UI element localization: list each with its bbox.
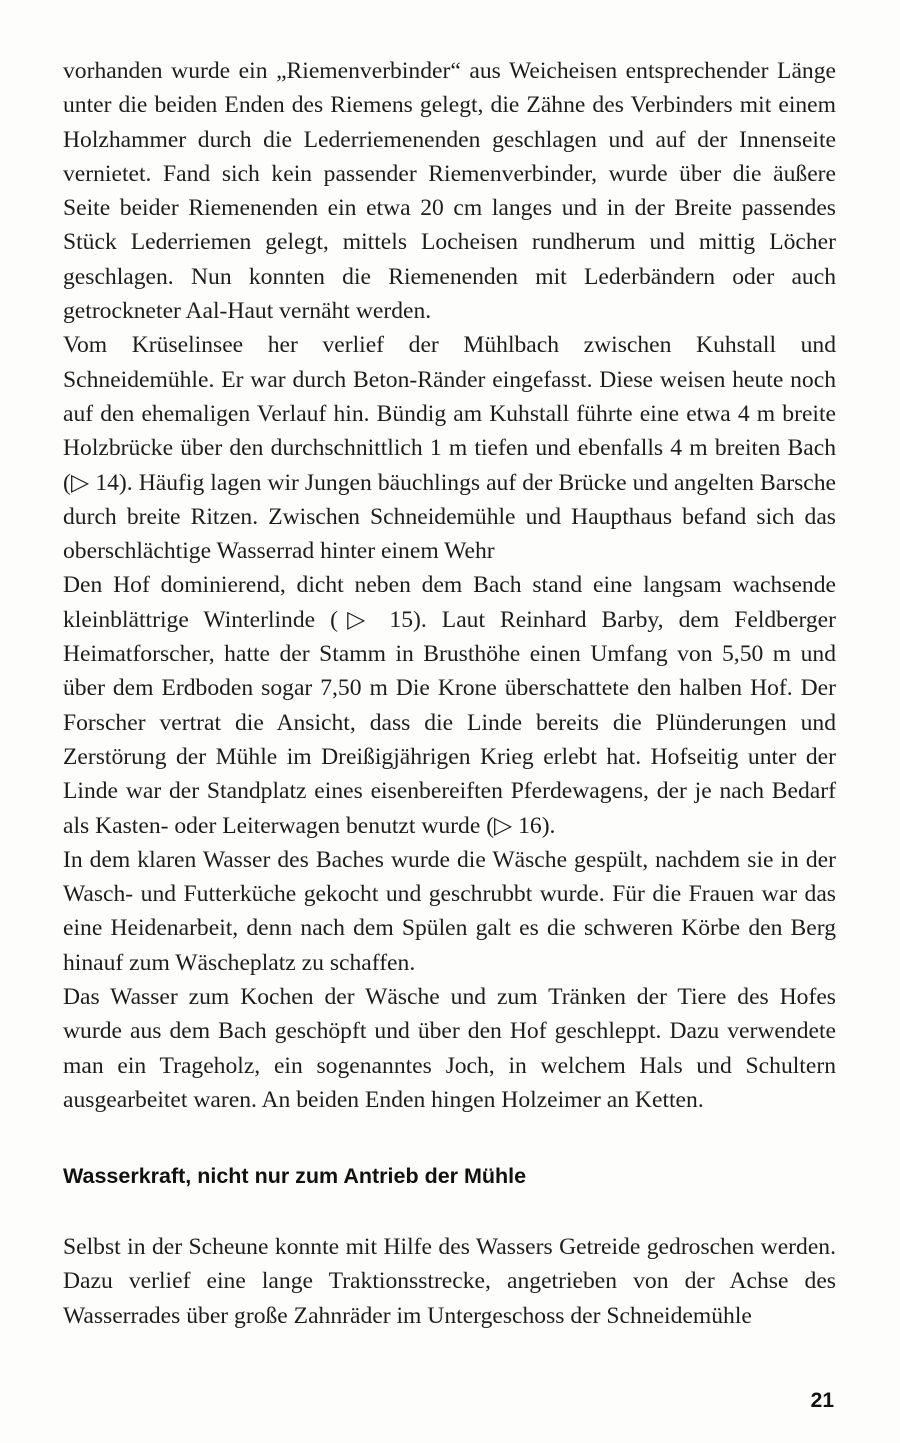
section-heading: Wasserkraft, nicht nur zum Antrieb der Mühle [63, 1164, 527, 1188]
paragraph-muehlbach: Vom Krüselinsee her verlief der Mühlbach zwischen Kuhstall und Schneidemühle. Er war durch Beton-Ränder eingefasst. Diese weisen heute noch auf den ehemaligen Verlauf hin. Bündig am Kuhstall führte eine etwa 4 m breite Holzbrücke über den durchschnittlich 1 m tiefen und ebenfalls 4 m breiten Bach (▷ 14). Häufig lagen wir Jungen bäuchlings auf der Brücke und angelten Barsche durch breite Ritzen. Zwischen Schneidemühle und Haupthaus befand sich das oberschlächtige Wasserrad hinter einem Wehr [63, 332, 836, 565]
paragraph-wasser-joch: Das Wasser zum Kochen der Wäsche und zum Tränken der Tiere des Hofes wurde aus dem Bach geschöpft und über den Hof geschleppt. Dazu verwendete man ein Trageholz, ein sogenanntes Joch, in welchem Hals und Schultern ausgearbeitet waren. An beiden Enden hingen Holzeimer an Ketten. [63, 984, 836, 1113]
paragraph-waesche: In dem klaren Wasser des Baches wurde die Wäsche gespült, nachdem sie in der Wasch- und Futterküche gekocht und geschrubbt wurde. Für die Frauen war das eine Heidenarbeit, denn nach dem Spülen galt es die schweren Körbe den Berg hinauf zum Wäscheplatz zu schaffen. [63, 846, 836, 976]
text-block-bottom [63, 1230, 836, 1333]
paragraph-riemenverbinder: vorhanden wurde ein „Riemenverbinder“ aus Weicheisen entsprechender Länge unter die beiden Enden des Riemens gelegt, die Zähne des Verbinders mit einem Holzhammer durch die Lederriemenenden geschlagen und auf der Innenseite vernietet. Fand sich kein passender Riemenverbinder, wurde über die äußere Seite beider Riemenenden ein etwa 20 cm langes und in der Breite passendes Stück Lederriemen gelegt, mittels Locheisen rundherum und mittig Löcher geschlagen. Nun konnten die Riemenenden mit Lederbändern oder auch getrockneter Aal-Haut vernäht werden. [63, 58, 836, 325]
paragraph-scheune: Selbst in der Scheune konnte mit Hilfe des Wassers Getreide gedroschen werden. Dazu verlief eine lange Traktionsstrecke, angetrieben von der Achse des Wasserrades über große Zahnräder im Untergeschoss der Schneidemühle [63, 1234, 836, 1329]
paragraph-winterlinde: Den Hof dominierend, dicht neben dem Bach stand eine langsam wachsende kleinblättrige Winterlinde (▷ 15). Laut Reinhard Barby, dem Feldberger Heimatforscher, hatte der Stamm in Brusthöhe einen Umfang von 5,50 m und über dem Erdboden sogar 7,50 m Die Krone überschattete den halben Hof. Der Forscher vertrat die Ansicht, dass die Linde bereits die Plünderungen und Zerstörung der Mühle im Dreißigjährigen Krieg erlebt hat. Hofseitig unter der Linde war der Standplatz eines eisenbereiften Pferdewagens, der je nach Bedarf als Kasten- oder Leiterwagen benutzt wurde (▷ 16). [63, 572, 836, 839]
text-block-top [63, 54, 836, 1117]
page-number: 21 [810, 1389, 834, 1412]
